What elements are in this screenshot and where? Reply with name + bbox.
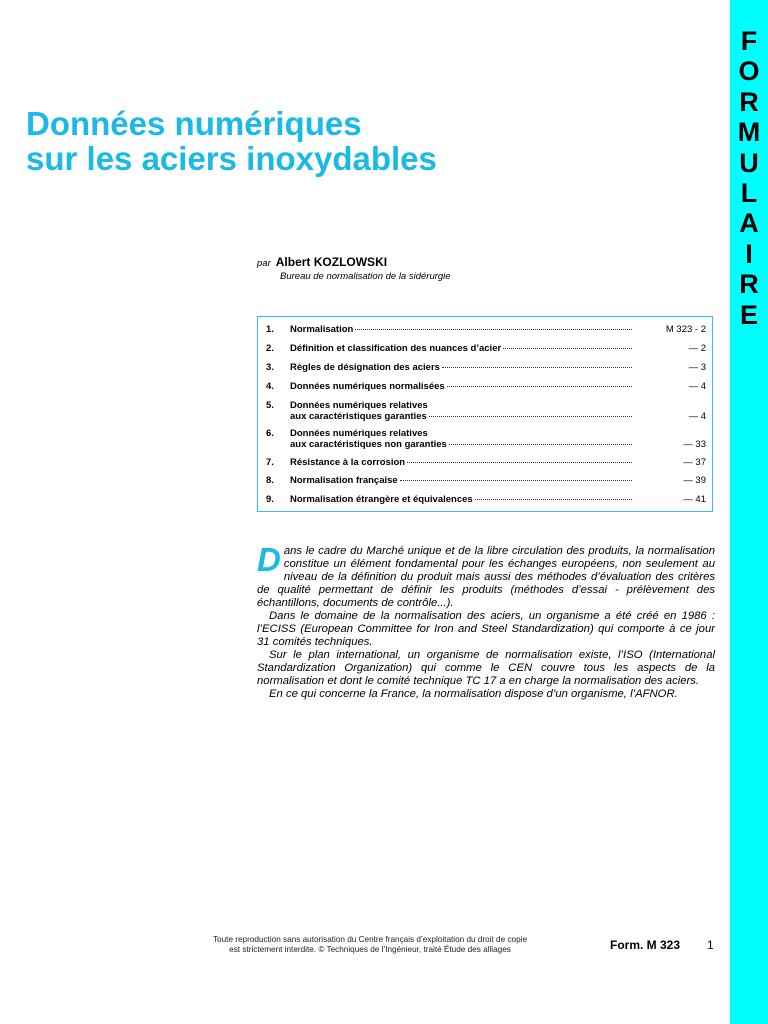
toc-number: 5. [266, 400, 274, 411]
copyright-notice [180, 935, 560, 954]
author-affiliation: Bureau de normalisation de la sidérurgie [280, 271, 451, 282]
toc-page-ref: M 323 - 2 [665, 324, 706, 335]
side-letter: U [739, 147, 759, 178]
copyright-line-2: est strictement interdite. © Techniques de l’Ingénieur, traité Étude des alliages [229, 944, 511, 954]
toc-number: 2. [266, 343, 274, 354]
document-title [26, 106, 437, 176]
side-letter: O [738, 56, 760, 87]
toc-page-ref: — 2 [688, 343, 706, 354]
paragraph: Dans le domaine de la normalisation des aciers, un organisme a été créé en 1986 : l’ECISS (European Committee for Iron and Steel Standardization) qui comporte à ce jour 31 comités techniques. [257, 610, 715, 648]
toc-number: 1. [266, 324, 274, 335]
toc-page-ref: — 3 [688, 362, 706, 373]
toc-label: Données numériques normalisées [290, 381, 445, 392]
byline [257, 255, 387, 269]
toc-number: 7. [266, 457, 274, 468]
toc-leader-dots [400, 480, 632, 481]
toc-label: Définition et classification des nuances d’acier [290, 343, 502, 354]
toc-leader-dots [355, 329, 632, 330]
toc-label: Résistance à la corrosion [290, 457, 406, 468]
side-letter: M [737, 117, 761, 148]
toc-page-ref: — 33 [683, 439, 706, 450]
toc-leader-dots [407, 462, 632, 463]
toc-number: 6. [266, 428, 274, 439]
toc-number: 8. [266, 475, 274, 486]
toc-page-ref: — 4 [688, 381, 706, 392]
formulaire-side-band [730, 0, 768, 1024]
toc-leader-dots [449, 444, 632, 445]
toc-leader-dots [475, 499, 632, 500]
toc-page-ref: — 4 [688, 411, 706, 422]
introduction-text [257, 541, 715, 701]
paragraph: Sur le plan international, un organisme de normalisation existe, l’ISO (International Standardization Organization) qui comme le CEN couvre tous les aspects de la normalisation et dont le comité technique TC 17 a en charge la normalisation des aciers. [257, 649, 715, 687]
toc-leader-dots [429, 416, 632, 417]
toc-page-ref: — 37 [683, 457, 706, 468]
formulaire-vertical-label [730, 26, 768, 330]
paragraph-text: ans le cadre du Marché unique et de la libre circulation des produits, la normalisation constitue un élément fondamental pour les échanges européens, non seulement au niveau de la définition du produit mais aussi des méthodes d’évaluation des critères de qualité permettant de définir les produits (méthodes d’essai - prélèvement des échantillons, documents de contrôle...). [257, 545, 715, 609]
toc-leader-dots [442, 367, 632, 368]
toc-label: Données numériques relatives [290, 428, 428, 439]
toc-page-ref: — 41 [683, 494, 706, 505]
paragraph: En ce qui concerne la France, la normalisation dispose d’un organisme, l’AFNOR. [269, 688, 678, 700]
toc-number: 4. [266, 381, 274, 392]
side-letter: L [740, 178, 758, 209]
toc-label: Normalisation [290, 324, 354, 335]
page-number: 1 [707, 938, 714, 952]
toc-page-ref: — 39 [683, 475, 706, 486]
toc-leader-dots [447, 386, 632, 387]
author-name: Albert KOZLOWSKI [275, 255, 388, 269]
toc-label: Normalisation étrangère et équivalences [290, 494, 473, 505]
toc-label: Normalisation française [290, 475, 398, 486]
toc-number: 3. [266, 362, 274, 373]
paragraph [257, 541, 715, 610]
byline-par: par [257, 258, 271, 269]
toc-label: Données numériques relatives [290, 400, 428, 411]
form-reference: Form. M 323 [610, 938, 681, 952]
side-letter: F [740, 26, 758, 56]
toc-label: aux caractéristiques non garanties [290, 439, 447, 450]
title-line-1: Données numériques [26, 105, 362, 142]
side-letter: E [739, 299, 758, 330]
toc-label: Règles de désignation des aciers [290, 362, 440, 373]
toc-number: 9. [266, 494, 274, 505]
side-letter: A [739, 208, 759, 239]
copyright-line-1: Toute reproduction sans autorisation du Centre français d’exploitation du droit de copie [212, 935, 528, 944]
side-letter: R [739, 269, 759, 300]
toc-leader-dots [503, 348, 632, 349]
table-of-contents [257, 316, 713, 512]
drop-cap: D [257, 541, 281, 578]
side-letter: I [745, 238, 753, 269]
side-letter: R [739, 86, 759, 117]
title-line-2: sur les aciers inoxydables [26, 140, 437, 177]
toc-label: aux caractéristiques garanties [290, 411, 427, 422]
